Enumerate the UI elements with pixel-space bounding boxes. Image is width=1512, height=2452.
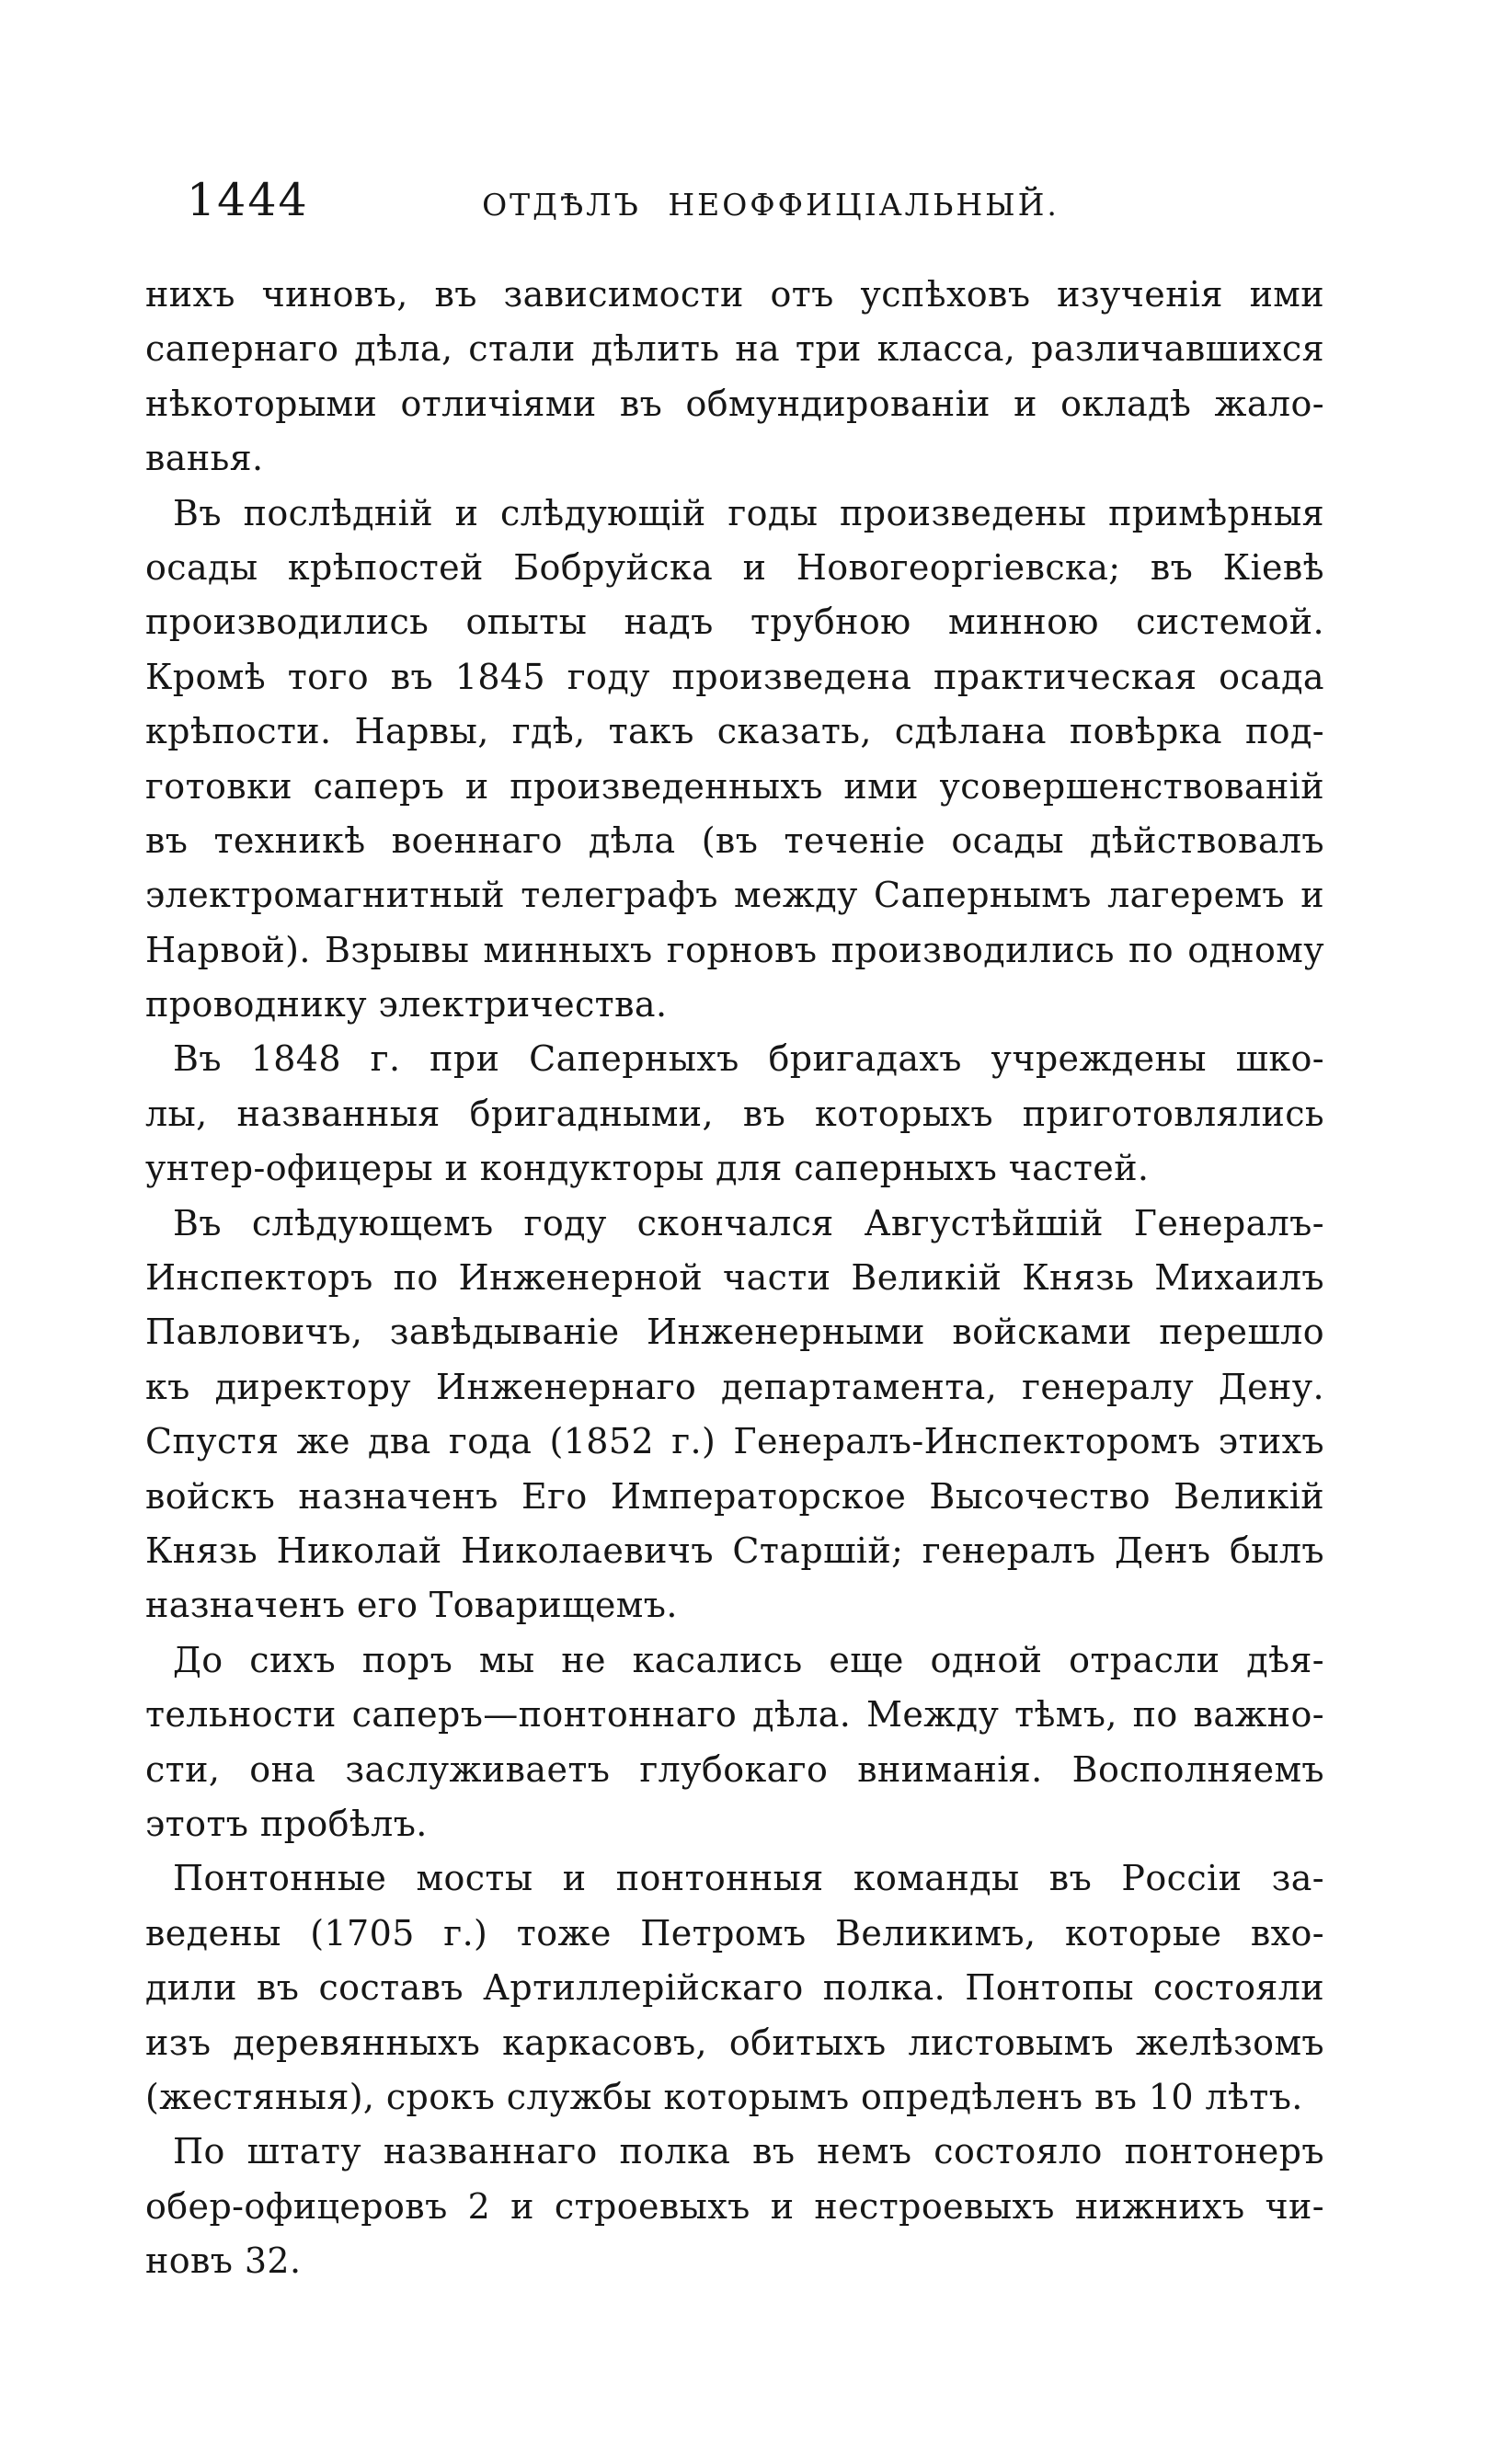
- text-line: дили въ составъ Артиллерійскаго полка. Понтопы состояли: [145, 1967, 1324, 2009]
- text-line: обер-офицеровъ 2 и строевыхъ и нестроевыхъ нижнихъ чи-: [145, 2185, 1324, 2227]
- text-line: Павловичъ, завѣдываніе Инженерными войсками перешло: [145, 1312, 1324, 1353]
- text-line: Князь Николай Николаевичъ Старшій; генералъ Денъ былъ: [145, 1530, 1324, 1571]
- text-line: Понтонные мосты и понтонныя команды въ Россіи за-: [173, 1858, 1324, 1899]
- text-line: лы, названныя бригадными, въ которыхъ приготовлялись: [145, 1093, 1324, 1134]
- text-line: По штату названнаго полка въ немъ состояло понтонеръ: [173, 2131, 1324, 2172]
- text-line: производились опыты надъ трубною минною системой.: [145, 602, 1324, 643]
- text-line: въ техникѣ военнаго дѣла (въ теченіе осады дѣйствовалъ: [145, 819, 1324, 861]
- text-line: осады крѣпостей Бобруйска и Новогеоргіевска; въ Кіевѣ: [145, 546, 1324, 588]
- text-line: сапернаго дѣла, стали дѣлить на три класса, различавшихся: [145, 328, 1324, 370]
- text-line: Въ послѣдній и слѣдующій годы произведены примѣрныя: [173, 492, 1324, 533]
- text-line: Инспекторъ по Инженерной части Великій Князь Михаилъ: [145, 1257, 1324, 1299]
- text-line: сти, она заслуживаетъ глубокаго вниманія. Восполняемъ: [145, 1748, 1324, 1790]
- text-line: изъ деревянныхъ каркасовъ, обитыхъ листовымъ желѣзомъ: [145, 2022, 1324, 2063]
- text-line: электромагнитный телеграфъ между Сапернымъ лагеремъ и: [145, 875, 1324, 916]
- text-line: войскъ назначенъ Его Императорское Высочество Великій: [145, 1475, 1324, 1517]
- text-line: ведены (1705 г.) тоже Петромъ Великимъ, которые вхо-: [145, 1912, 1324, 1954]
- text-line: нѣкоторыми отличіями въ обмундированіи и окладѣ жало-: [145, 383, 1324, 424]
- text-line: унтер-офицеры и кондукторы для саперныхъ частей.: [145, 1148, 1150, 1189]
- text-line: ванья.: [145, 438, 264, 479]
- text-line: Кромѣ того въ 1845 году произведена практическая осада: [145, 656, 1324, 697]
- text-line: крѣпости. Нарвы, гдѣ, такъ сказать, сдѣлана повѣрка под-: [145, 711, 1324, 752]
- text-line: нихъ чиновъ, въ зависимости отъ успѣховъ изученія ими: [145, 274, 1324, 315]
- running-title: ОТДѢЛЪ НЕОФФИЦІАЛЬНЫЙ.: [482, 187, 1060, 223]
- text-line: Въ 1848 г. при Саперныхъ бригадахъ учреждены шко-: [173, 1038, 1324, 1080]
- text-line: Спустя же два года (1852 г.) Генералъ-Инспекторомъ этихъ: [145, 1421, 1324, 1462]
- text-line: (жестяныя), срокъ службы которымъ опредѣленъ въ 10 лѣтъ.: [145, 2076, 1303, 2117]
- text-line: этотъ пробѣлъ.: [145, 1803, 428, 1844]
- text-line: назначенъ его Товарищемъ.: [145, 1585, 678, 1626]
- text-line: тельности саперъ—понтоннаго дѣла. Между тѣмъ, по важно-: [145, 1694, 1324, 1736]
- text-line: къ директору Инженернаго департамента, генералу Дену.: [145, 1366, 1324, 1407]
- text-line: Нарвой). Взрывы минныхъ горновъ производились по одному: [145, 929, 1324, 970]
- page-body: [145, 268, 1324, 2288]
- text-line: готовки саперъ и произведенныхъ ими усовершенствованій: [145, 765, 1324, 807]
- text-line: новъ 32.: [145, 2240, 302, 2282]
- page-number: 1444: [187, 174, 309, 226]
- text-line: Въ слѣдующемъ году скончался Августѣйшій Генералъ-: [173, 1202, 1324, 1243]
- text-line: До сихъ поръ мы не касались еще одной отрасли дѣя-: [173, 1639, 1324, 1680]
- text-line: проводнику электричества.: [145, 984, 668, 1025]
